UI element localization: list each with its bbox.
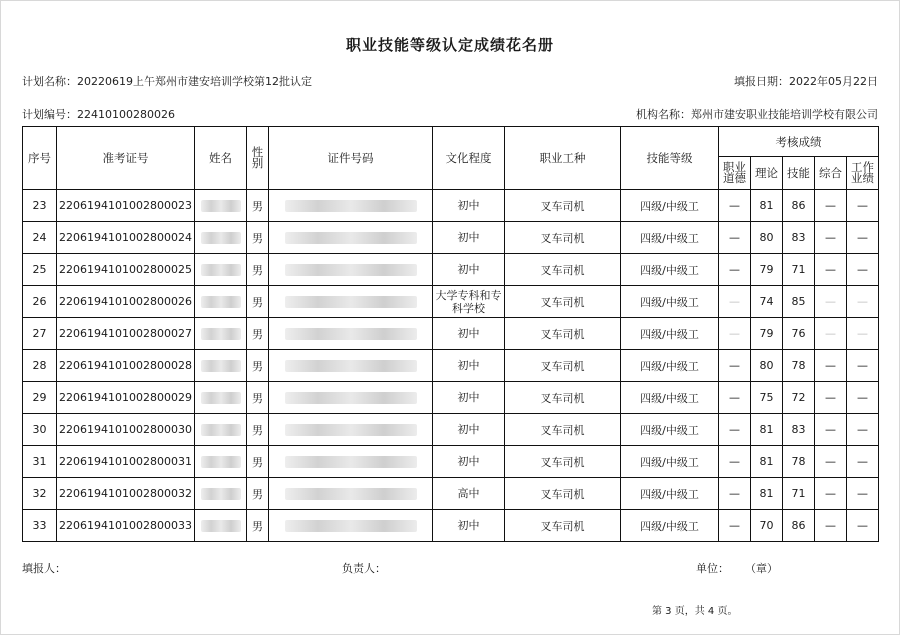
cell-level: 四级/中级工 — [621, 382, 719, 414]
header-level: 技能等级 — [621, 127, 719, 190]
cell-gender: 男 — [247, 478, 269, 510]
cell-education: 初中 — [433, 382, 505, 414]
cell-name-redacted — [195, 318, 247, 350]
table-row — [23, 446, 879, 478]
redacted-id — [285, 488, 417, 500]
header-performance: 工作业绩 — [847, 157, 879, 190]
score-roster-table — [22, 126, 879, 542]
cell-exam-no: 2206194101002800028 — [57, 350, 195, 382]
cell-skill: 71 — [783, 478, 815, 510]
table-row — [23, 478, 879, 510]
cell-occupation: 叉车司机 — [505, 382, 621, 414]
cell-performance: — — [847, 286, 879, 318]
cell-level: 四级/中级工 — [621, 350, 719, 382]
cell-education: 高中 — [433, 478, 505, 510]
cell-education: 初中 — [433, 510, 505, 542]
cell-education: 初中 — [433, 446, 505, 478]
cell-skill: 78 — [783, 350, 815, 382]
cell-theory: 81 — [751, 414, 783, 446]
header-id-no: 证件号码 — [269, 127, 433, 190]
redacted-name — [201, 232, 241, 244]
cell-gender: 男 — [247, 222, 269, 254]
cell-exam-no: 2206194101002800026 — [57, 286, 195, 318]
document-title: 职业技能等级认定成绩花名册 — [345, 36, 554, 54]
cell-ethics: — — [719, 254, 751, 286]
cell-exam-no: 2206194101002800024 — [57, 222, 195, 254]
cell-comprehensive: — — [815, 478, 847, 510]
cell-exam-no: 2206194101002800033 — [57, 510, 195, 542]
cell-education: 初中 — [433, 222, 505, 254]
cell-theory: 81 — [751, 478, 783, 510]
cell-skill: 76 — [783, 318, 815, 350]
cell-level: 四级/中级工 — [621, 414, 719, 446]
cell-comprehensive: — — [815, 222, 847, 254]
cell-name-redacted — [195, 414, 247, 446]
cell-id-redacted — [269, 446, 433, 478]
cell-education: 初中 — [433, 350, 505, 382]
cell-ethics: — — [719, 318, 751, 350]
cell-theory: 74 — [751, 286, 783, 318]
header-scores: 考核成绩 — [719, 127, 879, 157]
unit-label: 单位： — [696, 562, 729, 575]
cell-ethics: — — [719, 382, 751, 414]
cell-ethics: — — [719, 478, 751, 510]
cell-theory: 79 — [751, 254, 783, 286]
table-row — [23, 318, 879, 350]
cell-id-redacted — [269, 510, 433, 542]
table-row — [23, 510, 879, 542]
cell-name-redacted — [195, 190, 247, 222]
cell-name-redacted — [195, 222, 247, 254]
cell-name-redacted — [195, 350, 247, 382]
cell-occupation: 叉车司机 — [505, 446, 621, 478]
cell-exam-no: 2206194101002800032 — [57, 478, 195, 510]
page-number: 第 3 页，共 4 页。 — [652, 606, 738, 617]
cell-performance: — — [847, 190, 879, 222]
redacted-id — [285, 392, 417, 404]
redacted-name — [201, 520, 241, 532]
cell-education: 大学专科和专科学校 — [433, 286, 505, 318]
cell-level: 四级/中级工 — [621, 510, 719, 542]
redacted-id — [285, 328, 417, 340]
plan-name — [22, 73, 312, 89]
seal-placeholder: （章） — [745, 562, 778, 575]
cell-occupation: 叉车司机 — [505, 190, 621, 222]
organization-value: 郑州市建安职业技能培训学校有限公司 — [691, 108, 878, 121]
cell-seq: 29 — [23, 382, 57, 414]
redacted-name — [201, 392, 241, 404]
redacted-id — [285, 232, 417, 244]
cell-gender: 男 — [247, 510, 269, 542]
plan-number — [22, 106, 175, 122]
cell-exam-no: 2206194101002800031 — [57, 446, 195, 478]
cell-comprehensive: — — [815, 414, 847, 446]
cell-ethics: — — [719, 222, 751, 254]
cell-comprehensive: — — [815, 318, 847, 350]
cell-id-redacted — [269, 222, 433, 254]
cell-seq: 28 — [23, 350, 57, 382]
cell-occupation: 叉车司机 — [505, 510, 621, 542]
cell-theory: 79 — [751, 318, 783, 350]
cell-level: 四级/中级工 — [621, 478, 719, 510]
header-theory: 理论 — [751, 157, 783, 190]
plan-number-value: 22410100280026 — [77, 108, 175, 121]
cell-name-redacted — [195, 478, 247, 510]
cell-performance: — — [847, 478, 879, 510]
cell-theory: 81 — [751, 190, 783, 222]
cell-seq: 27 — [23, 318, 57, 350]
redacted-id — [285, 296, 417, 308]
cell-comprehensive: — — [815, 254, 847, 286]
cell-theory: 70 — [751, 510, 783, 542]
cell-ethics: — — [719, 350, 751, 382]
cell-gender: 男 — [247, 254, 269, 286]
cell-comprehensive: — — [815, 446, 847, 478]
cell-id-redacted — [269, 190, 433, 222]
header-exam-no: 准考证号 — [57, 127, 195, 190]
cell-id-redacted — [269, 414, 433, 446]
table-row — [23, 222, 879, 254]
cell-performance: — — [847, 446, 879, 478]
plan-name-value: 20220619上午郑州市建安培训学校第12批认定 — [77, 75, 312, 88]
cell-seq: 32 — [23, 478, 57, 510]
redacted-name — [201, 456, 241, 468]
cell-gender: 男 — [247, 382, 269, 414]
cell-comprehensive: — — [815, 350, 847, 382]
cell-performance: — — [847, 318, 879, 350]
cell-exam-no: 2206194101002800030 — [57, 414, 195, 446]
plan-name-label: 计划名称： — [22, 75, 77, 88]
cell-theory: 75 — [751, 382, 783, 414]
cell-id-redacted — [269, 478, 433, 510]
cell-level: 四级/中级工 — [621, 446, 719, 478]
cell-comprehensive: — — [815, 286, 847, 318]
table-row — [23, 286, 879, 318]
cell-level: 四级/中级工 — [621, 222, 719, 254]
cell-level: 四级/中级工 — [621, 286, 719, 318]
redacted-name — [201, 296, 241, 308]
cell-name-redacted — [195, 286, 247, 318]
fill-date-label: 填报日期： — [734, 75, 789, 88]
header-name: 姓名 — [195, 127, 247, 190]
redacted-id — [285, 200, 417, 212]
cell-id-redacted — [269, 350, 433, 382]
table-row — [23, 414, 879, 446]
organization — [636, 106, 878, 122]
header-ethics: 职业道德 — [719, 157, 751, 190]
cell-gender: 男 — [247, 286, 269, 318]
cell-seq: 23 — [23, 190, 57, 222]
cell-education: 初中 — [433, 190, 505, 222]
filler-label: 填报人： — [22, 562, 66, 575]
redacted-name — [201, 488, 241, 500]
cell-performance: — — [847, 222, 879, 254]
cell-level: 四级/中级工 — [621, 190, 719, 222]
header-skill: 技能 — [783, 157, 815, 190]
cell-occupation: 叉车司机 — [505, 254, 621, 286]
cell-skill: 78 — [783, 446, 815, 478]
cell-theory: 80 — [751, 222, 783, 254]
cell-exam-no: 2206194101002800029 — [57, 382, 195, 414]
cell-seq: 30 — [23, 414, 57, 446]
header-education: 文化程度 — [433, 127, 505, 190]
redacted-name — [201, 264, 241, 276]
responsible-label: 负责人： — [342, 562, 386, 575]
cell-seq: 26 — [23, 286, 57, 318]
redacted-name — [201, 360, 241, 372]
redacted-id — [285, 360, 417, 372]
table-row — [23, 350, 879, 382]
cell-skill: 72 — [783, 382, 815, 414]
cell-skill: 71 — [783, 254, 815, 286]
fill-date — [734, 73, 878, 89]
cell-theory: 81 — [751, 446, 783, 478]
cell-gender: 男 — [247, 318, 269, 350]
redacted-name — [201, 328, 241, 340]
header-comprehensive: 综合 — [815, 157, 847, 190]
cell-education: 初中 — [433, 318, 505, 350]
cell-occupation: 叉车司机 — [505, 350, 621, 382]
unit — [696, 560, 778, 576]
roster-body — [23, 190, 879, 542]
redacted-id — [285, 456, 417, 468]
cell-gender: 男 — [247, 350, 269, 382]
cell-comprehensive: — — [815, 190, 847, 222]
header-gender: 性别 — [247, 127, 269, 190]
cell-ethics: — — [719, 414, 751, 446]
cell-occupation: 叉车司机 — [505, 478, 621, 510]
cell-skill: 86 — [783, 190, 815, 222]
cell-occupation: 叉车司机 — [505, 286, 621, 318]
cell-exam-no: 2206194101002800023 — [57, 190, 195, 222]
cell-comprehensive: — — [815, 382, 847, 414]
cell-gender: 男 — [247, 446, 269, 478]
redacted-id — [285, 424, 417, 436]
cell-id-redacted — [269, 318, 433, 350]
redacted-id — [285, 520, 417, 532]
cell-ethics: — — [719, 190, 751, 222]
cell-performance: — — [847, 254, 879, 286]
table-row — [23, 382, 879, 414]
cell-gender: 男 — [247, 190, 269, 222]
cell-id-redacted — [269, 286, 433, 318]
cell-performance: — — [847, 382, 879, 414]
cell-skill: 85 — [783, 286, 815, 318]
cell-comprehensive: — — [815, 510, 847, 542]
cell-skill: 83 — [783, 414, 815, 446]
cell-name-redacted — [195, 446, 247, 478]
cell-occupation: 叉车司机 — [505, 414, 621, 446]
fill-date-value: 2022年05月22日 — [789, 75, 878, 88]
cell-gender: 男 — [247, 414, 269, 446]
cell-exam-no: 2206194101002800025 — [57, 254, 195, 286]
cell-skill: 86 — [783, 510, 815, 542]
cell-id-redacted — [269, 382, 433, 414]
cell-theory: 80 — [751, 350, 783, 382]
table-row — [23, 254, 879, 286]
cell-performance: — — [847, 414, 879, 446]
redacted-name — [201, 424, 241, 436]
plan-number-label: 计划编号： — [22, 108, 77, 121]
cell-level: 四级/中级工 — [621, 254, 719, 286]
redacted-id — [285, 264, 417, 276]
cell-ethics: — — [719, 286, 751, 318]
organization-label: 机构名称： — [636, 108, 691, 121]
cell-skill: 83 — [783, 222, 815, 254]
header-occupation: 职业工种 — [505, 127, 621, 190]
cell-occupation: 叉车司机 — [505, 318, 621, 350]
cell-seq: 25 — [23, 254, 57, 286]
cell-name-redacted — [195, 510, 247, 542]
cell-seq: 33 — [23, 510, 57, 542]
cell-performance: — — [847, 510, 879, 542]
cell-occupation: 叉车司机 — [505, 222, 621, 254]
cell-seq: 24 — [23, 222, 57, 254]
cell-id-redacted — [269, 254, 433, 286]
cell-ethics: — — [719, 446, 751, 478]
cell-level: 四级/中级工 — [621, 318, 719, 350]
cell-seq: 31 — [23, 446, 57, 478]
cell-education: 初中 — [433, 254, 505, 286]
cell-name-redacted — [195, 382, 247, 414]
header-seq: 序号 — [23, 127, 57, 190]
cell-exam-no: 2206194101002800027 — [57, 318, 195, 350]
cell-ethics: — — [719, 510, 751, 542]
cell-name-redacted — [195, 254, 247, 286]
cell-performance: — — [847, 350, 879, 382]
table-row — [23, 190, 879, 222]
cell-education: 初中 — [433, 414, 505, 446]
redacted-name — [201, 200, 241, 212]
